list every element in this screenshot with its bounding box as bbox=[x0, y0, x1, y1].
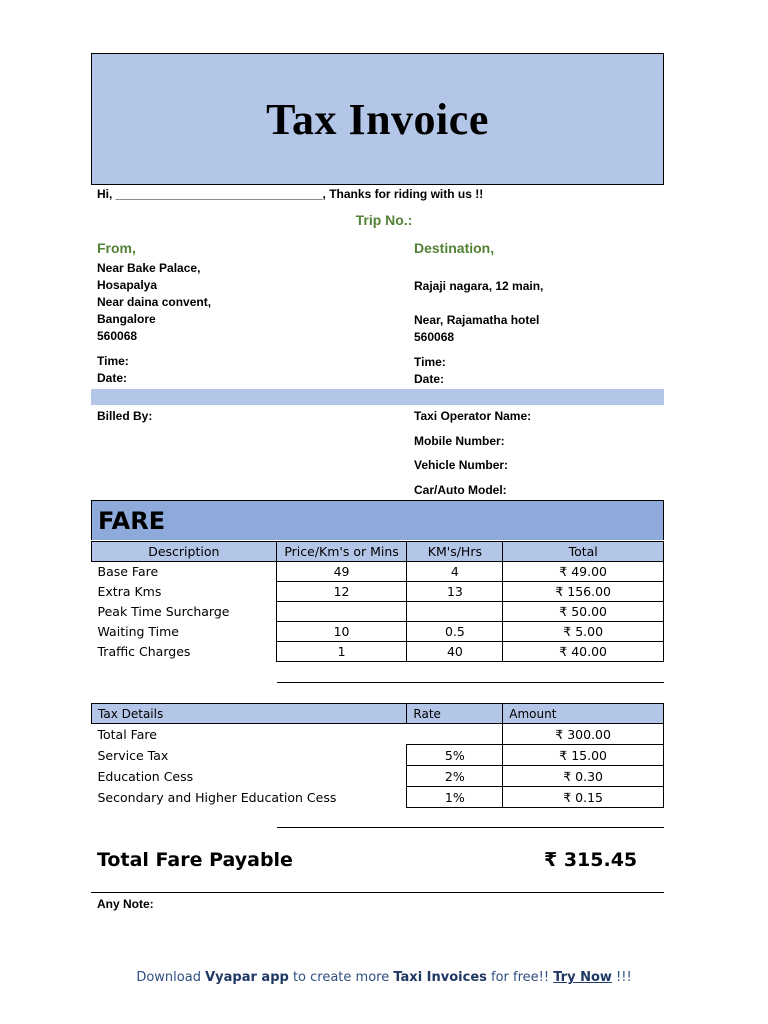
fare-total: ₹ 49.00 bbox=[503, 562, 664, 582]
destination-address-line: Near, Rajamatha hotel bbox=[414, 313, 540, 327]
table-row bbox=[92, 562, 664, 582]
tax-rate: 1% bbox=[407, 787, 503, 808]
any-note-label: Any Note: bbox=[97, 897, 154, 911]
footer-text: to create more bbox=[288, 970, 394, 985]
tax-description: Total Fare bbox=[97, 726, 157, 742]
fare-description: Base Fare bbox=[97, 564, 159, 580]
fare-total: ₹ 40.00 bbox=[503, 642, 664, 662]
from-time-label: Time: bbox=[97, 354, 129, 368]
fare-total: ₹ 156.00 bbox=[503, 582, 664, 602]
fare-description: Traffic Charges bbox=[97, 644, 191, 659]
from-heading: From, bbox=[97, 240, 136, 256]
fare-price: 12 bbox=[276, 582, 407, 602]
try-now-link[interactable]: Try Now bbox=[553, 970, 612, 985]
mobile-number-label: Mobile Number: bbox=[414, 433, 505, 448]
table-row bbox=[92, 622, 664, 642]
fare-table-header bbox=[92, 542, 664, 562]
invoice-header bbox=[91, 53, 664, 185]
destination-time-label: Time: bbox=[414, 355, 446, 369]
footer-brand: Vyapar app bbox=[205, 970, 289, 985]
car-model-label: Car/Auto Model: bbox=[414, 482, 507, 497]
fare-price: 1 bbox=[276, 642, 407, 662]
total-payable-label: Total Fare Payable bbox=[97, 849, 293, 871]
fare-price: 10 bbox=[276, 622, 407, 642]
tax-amount: ₹ 15.00 bbox=[503, 745, 664, 766]
fare-price bbox=[276, 602, 407, 622]
footer-product: Taxi Invoices bbox=[393, 970, 487, 985]
footer-text: Download bbox=[136, 970, 206, 985]
fare-description: Waiting Time bbox=[97, 624, 179, 639]
fare-quantity: 4 bbox=[407, 562, 503, 582]
trip-number-label: Trip No.: bbox=[355, 212, 413, 228]
column-header: Amount bbox=[503, 704, 664, 724]
table-row bbox=[92, 602, 664, 622]
fare-quantity: 40 bbox=[407, 642, 503, 662]
operator-details bbox=[414, 408, 531, 506]
from-address-line: Near daina convent, bbox=[97, 295, 212, 309]
tax-description: Service Tax bbox=[97, 747, 169, 763]
from-address-line: Bangalore bbox=[97, 312, 156, 326]
invoice-title: Tax Invoice bbox=[266, 94, 489, 144]
total-payable-value: ₹ 315.45 bbox=[544, 849, 638, 871]
divider-line bbox=[277, 682, 664, 683]
greeting-line: Hi, _______________________________, Thanks for riding with us !! bbox=[97, 187, 484, 201]
fare-quantity: 0.5 bbox=[407, 622, 503, 642]
table-row bbox=[92, 766, 664, 787]
from-address bbox=[97, 260, 211, 387]
fare-price: 49 bbox=[276, 562, 407, 582]
fare-total: ₹ 5.00 bbox=[503, 622, 664, 642]
tax-amount: ₹ 0.15 bbox=[503, 787, 664, 808]
tax-description: Education Cess bbox=[97, 768, 194, 784]
column-header: Description bbox=[92, 542, 277, 562]
footer-text: !!! bbox=[611, 970, 632, 985]
tax-rate bbox=[407, 724, 503, 745]
tax-table bbox=[91, 703, 664, 808]
destination-address bbox=[414, 278, 543, 388]
fare-total: ₹ 50.00 bbox=[503, 602, 664, 622]
column-header: KM's/Hrs bbox=[407, 542, 503, 562]
destination-address-line: Rajaji nagara, 12 main, bbox=[414, 279, 544, 293]
table-row bbox=[92, 787, 664, 808]
footer-promo bbox=[0, 970, 768, 985]
destination-date-label: Date: bbox=[414, 372, 445, 386]
billed-by-label: Billed By: bbox=[97, 409, 153, 423]
from-date-label: Date: bbox=[97, 371, 128, 385]
destination-address-line: 560068 bbox=[414, 330, 455, 344]
tax-rate: 5% bbox=[407, 745, 503, 766]
section-divider-band bbox=[91, 389, 664, 405]
from-address-line: 560068 bbox=[97, 329, 138, 343]
fare-description: Peak Time Surcharge bbox=[97, 604, 230, 619]
fare-quantity bbox=[407, 602, 503, 622]
fare-quantity: 13 bbox=[407, 582, 503, 602]
table-row bbox=[92, 724, 664, 745]
vehicle-number-label: Vehicle Number: bbox=[414, 458, 509, 472]
fare-table bbox=[91, 541, 664, 662]
from-address-line: Hosapalya bbox=[97, 278, 158, 292]
divider-line bbox=[277, 827, 664, 828]
taxi-operator-name-label: Taxi Operator Name: bbox=[414, 409, 532, 423]
column-header: Total bbox=[503, 542, 664, 562]
table-row bbox=[92, 642, 664, 662]
tax-amount: ₹ 300.00 bbox=[503, 724, 664, 745]
column-header: Price/Km's or Mins bbox=[276, 542, 407, 562]
tax-rate: 2% bbox=[407, 766, 503, 787]
column-header: Tax Details bbox=[92, 704, 407, 724]
destination-heading: Destination, bbox=[414, 240, 495, 256]
table-row bbox=[92, 745, 664, 766]
divider-line bbox=[91, 892, 664, 893]
fare-description: Extra Kms bbox=[97, 584, 162, 599]
table-row bbox=[92, 582, 664, 602]
tax-table-header bbox=[92, 704, 664, 724]
tax-amount: ₹ 0.30 bbox=[503, 766, 664, 787]
tax-description: Secondary and Higher Education Cess bbox=[97, 789, 337, 805]
from-address-line: Near Bake Palace, bbox=[97, 261, 201, 275]
footer-text: for free!! bbox=[486, 970, 554, 985]
column-header: Rate bbox=[407, 704, 503, 724]
fare-heading: FARE bbox=[91, 500, 664, 540]
